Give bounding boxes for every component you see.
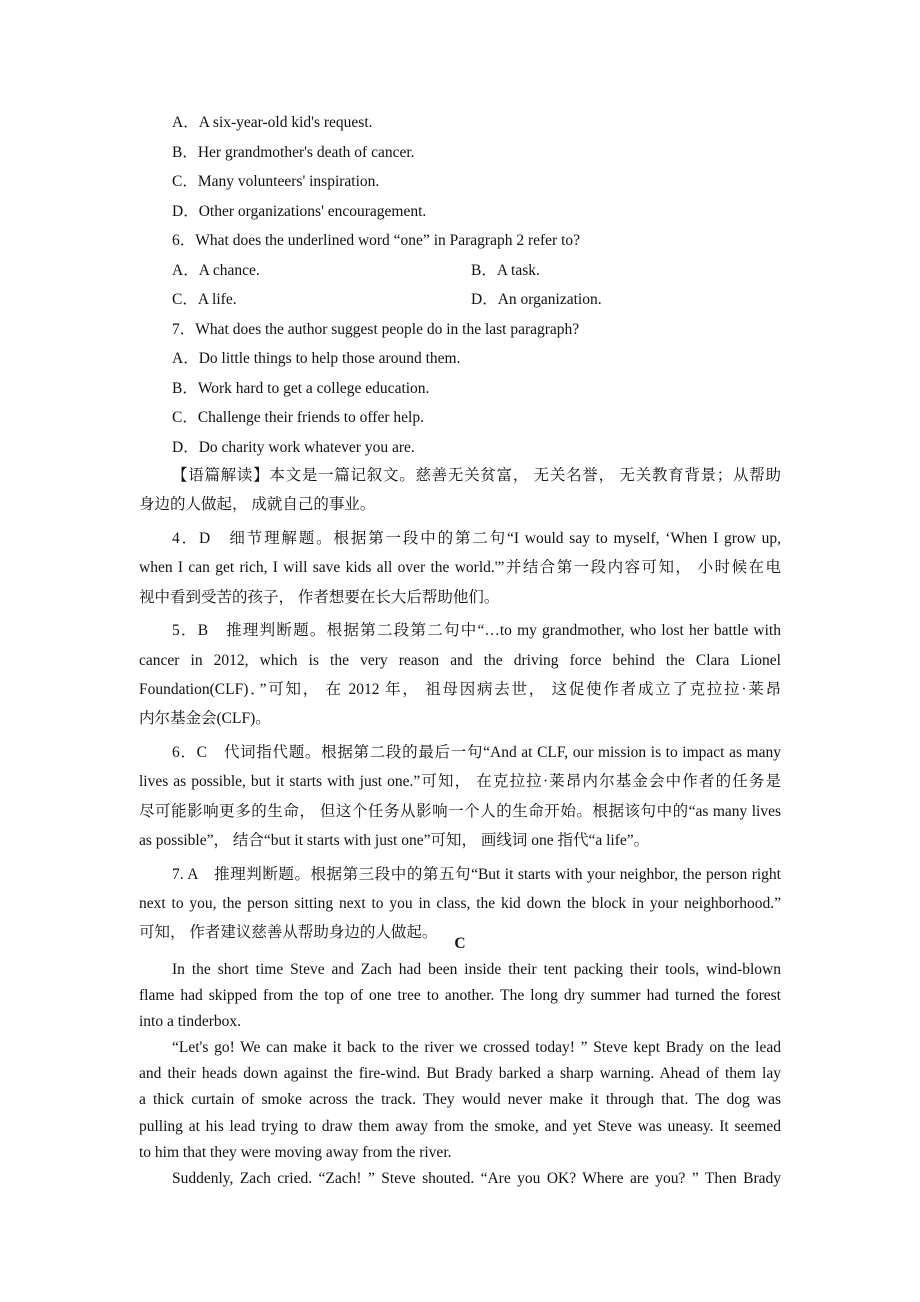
passage-line: In the short time Steve and Zach had been inside their tent packing their tools, wind-blown bbox=[172, 961, 781, 978]
option-row bbox=[139, 256, 781, 286]
question-options bbox=[139, 108, 781, 462]
passage-title: C bbox=[454, 935, 466, 952]
explanation-line: as possible”， 结合“but it starts with just one”可知， 画线词 one 指代“a life”。 bbox=[139, 832, 650, 850]
question-line: D．Other organizations' encouragement. bbox=[172, 202, 427, 220]
reading-passage-c bbox=[139, 931, 781, 1192]
explanation-line: 【语篇解读】本文是一篇记叙文。慈善无关贫富， 无关名誉， 无关教育背景；从帮助 bbox=[172, 467, 781, 484]
passage-line: Suddenly, Zach cried. “Zach! ” Steve shouted. “Are you OK? Where are you? ” Then Brady bbox=[172, 1169, 781, 1187]
explanation-line: 可知， 作者建议慈善从帮助身边的人做起。 bbox=[139, 924, 438, 942]
explanation-line: 7. A 推理判断题。根据第三段中的第五句“But it starts with your neighbor, the person right bbox=[172, 865, 781, 883]
passage-line: a thick curtain of smoke across the track. They would never make it through that. The dog was bbox=[139, 1091, 781, 1109]
passage-line: into a tinderbox. bbox=[139, 1013, 242, 1031]
explanation-line: 尽可能影响更多的生命， 但这个任务从影响一个人的生命开始。根据该句中的“as many lives bbox=[139, 802, 781, 820]
explanation-line: 4．D 细节理解题。根据第一段中的第二句“I would say to myself, ‘When I grow up, bbox=[172, 530, 781, 548]
passage-line: pulling at his lead trying to draw them away from the smoke, and yet Steve was uneasy. It seemed bbox=[139, 1117, 781, 1135]
question-line: D．Do charity work whatever you are. bbox=[172, 438, 415, 456]
explanation-line: 内尔基金会(CLF)。 bbox=[139, 710, 271, 728]
question-line: B．Her grandmother's death of cancer. bbox=[172, 143, 415, 161]
passage-line: to him that they were moving away from the river. bbox=[139, 1143, 452, 1161]
question-line: A．A six-year-old kid's request. bbox=[172, 114, 373, 131]
explanation-line: 身边的人做起， 成就自己的事业。 bbox=[139, 496, 376, 514]
explanation-line: 视中看到受苦的孩子， 作者想要在长大后帮助他们。 bbox=[139, 588, 500, 606]
option-row bbox=[139, 285, 781, 315]
question-line: B．Work hard to get a college education. bbox=[172, 379, 430, 397]
explanation-line: 6．C 代词指代题。根据第二段的最后一句“And at CLF, our mission is to impact as many bbox=[172, 744, 781, 762]
explanation-line: lives as possible, but it starts with just one.”可知， 在克拉拉·莱昂内尔基金会中作者的任务是 bbox=[139, 773, 781, 791]
question-line: C．Many volunteers' inspiration. bbox=[172, 173, 380, 190]
explanation-line: Foundation(CLF)．”可知， 在 2012 年， 祖母因病去世， 这促使作者成立了克拉拉·莱昂 bbox=[139, 681, 781, 699]
question-line: A．Do little things to help those around them. bbox=[172, 350, 461, 367]
option: C．A life. bbox=[172, 291, 237, 308]
option: A．A chance. bbox=[172, 261, 260, 279]
option: B．A task. bbox=[471, 261, 540, 279]
passage-line: “Let's go! We can make it back to the river we crossed today! ” Steve kept Brady on the lead bbox=[172, 1039, 781, 1057]
option: D．An organization. bbox=[471, 291, 602, 308]
explanation-line: next to you, the person sitting next to you in class, the kid down the block in your neighborhood.” bbox=[139, 895, 781, 913]
question-line: C．Challenge their friends to offer help. bbox=[172, 409, 424, 426]
explanation-line: 5．B 推理判断题。根据第二段第二句中“…to my grandmother, who lost her battle with bbox=[172, 622, 781, 640]
passage-line: and their heads down against the fire-wind. But Brady barked a sharp warning. Ahead of them lay bbox=[139, 1065, 781, 1083]
explanation-line: cancer in 2012, which is the very reason and the driving force behind the Clara Lionel bbox=[139, 651, 781, 669]
question-line: 7．What does the author suggest people do in the last paragraph? bbox=[172, 320, 580, 338]
question-line: 6．What does the underlined word “one” in Paragraph 2 refer to? bbox=[172, 232, 581, 249]
answer-explanation bbox=[139, 461, 781, 948]
passage-line: flame had skipped from the top of one tree to another. The long dry summer had turned the forest bbox=[139, 987, 781, 1005]
explanation-line: when I can get rich, I will save kids all over the world.'”并结合第一段内容可知， 小时候在电 bbox=[139, 559, 781, 577]
